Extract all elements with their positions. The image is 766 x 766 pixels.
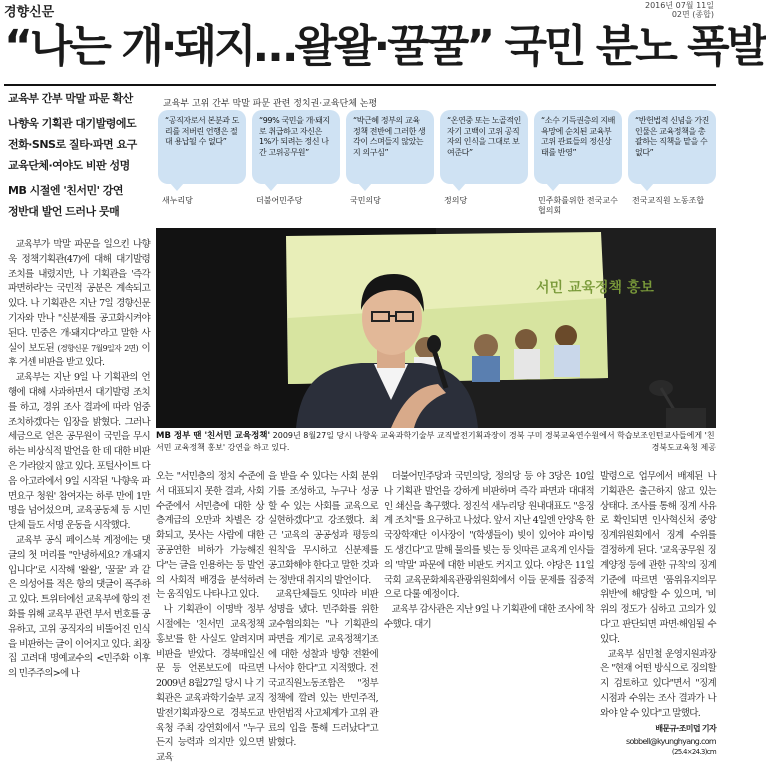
article-column-1 [8, 238, 150, 716]
article-paragraph: 교육부는 지난 9일 나 기획관의 언행에 대해 사과하면서 대기발령 조치를 하고, 경위 조사 결과에 따라 엄중 조치하겠다는 입장을 밝혔다. 그러나 세금으로 얻은 공무원이 국민을 무시하는 비상식적 발언을 한 데 대한 비판은 가라앉지 않고 있다. 포털사이트 다음 아고라에서 9일 시작된 '나향욱 파면요구 청원' 참여자는 하루 만에 1만명을 넘어섰으며, 교육공동체 등 시민단체 들도 서명 운동을 시작했다. [8, 372, 150, 532]
subhead-line: 교육단체·여야도 비판 성명 [8, 159, 130, 172]
subheadings [8, 91, 158, 222]
caption-title: MB 정부 땐 '친서민 교육정책' [156, 431, 271, 441]
article-size: (25.4×24.3)cm [671, 748, 716, 757]
reaction-source: 정의당 [444, 196, 468, 205]
projected-banner-text: 서민 교육정책 홍보 [536, 280, 654, 296]
reactions-title: 교육부 고위 간부 막말 파문 관련 정치권·교육단체 논평 [163, 99, 378, 109]
article-paragraph: 오는 "서민층의 정치 수준에서 대표되지 못한 결과, 사회 수준에서 서민층에 대한 상층계급의 오만과 차별은 강화되고, 못사는 사람에 대한 공공연한 비하가 가능해진다"는 글을 인용하는 등 발언의 사회적 배경을 분석하려는 움직임도 나타나고 있다. [156, 471, 264, 601]
article-paragraph: 을 받을 수 있다는 사회 분위기를 조성하고, 누구나 성공할 수 있는 사회를 교육으로 실현하겠다"고 강조했다. 최근 '교육의 공공성과 평등의 원칙'을 무시하고 신분제를 공고화해야 한다고 말한 것과는 정반대 취지의 발언이다. [268, 471, 378, 586]
article-text: 교육부가 막말 파문을 일으킨 나향욱 정책기획관(47)에 대해 대기발령 조치를 내렸지만, 나 기획관을 '즉각 파면하라'는 국민적 공분은 계속되고 있다. 나 기획관은 지난 7일 경향신문 기자와 만나 "신분제를 공고화시켜야 된다. 민중은 개·돼지다"라고 말한 사실이 보도된 [8, 239, 150, 354]
speech-bubble: “박근혜 정부의 교육 정책 전반에 그러한 생각이 스며들지 않았는지 의구심” [346, 110, 434, 184]
reaction-source: 새누리당 [162, 196, 193, 205]
subhead-lead: 교육부 간부 막말 파문 확산 [8, 92, 133, 105]
photo-caption [156, 430, 716, 453]
article-paragraph: 나 기획관이 이명박 정부 시절에는 '친서민 교육정책 홍보'를 한 사실도 알려지며 비판을 받았다. 경북매일신문 등 언론보도에 따르면 2009년 8월27일 당시 나 기획관은 교육과학기술부 교직발전기획과장으로 경북도교육청 주최 강연회에서 "누구든지 능력과 의지만 있으면 교육 [156, 604, 264, 764]
reaction-item [158, 110, 246, 206]
speech-bubble: “온연중 또는 노골적인 자기 고백이 고위 공직자의 인식을 그대로 보여준다” [440, 110, 528, 184]
headline-rule [4, 84, 716, 86]
speech-bubble: “공직자로서 본분과 도리를 저버린 언행은 절대 용납될 수 없다” [158, 110, 246, 184]
article-paragraph: 교육단체들도 잇따라 비판 성명을 냈다. 민주화를 위한 교수협의회는 "나 기획관의 파면을 계기로 교육정책기조에 대한 성찰과 방향 전환에 나서야 한다"고 지적했다. 전국교직원노동조합은 "정부 정책에 깔려 있는 반민주적, 반헌법적 사고체계가 고위 관료의 입을 통해 드러났다"고 밝혔다. [268, 589, 378, 749]
article-paragraph: 교육부 감사관은 지난 9일 나 기획관에 대한 조사에 착수했다. 대기 [384, 604, 594, 630]
reaction-item [440, 110, 528, 206]
article-column-4 [384, 470, 594, 716]
lecture-photo-illustration [156, 228, 716, 428]
reaction-item [252, 110, 340, 206]
reaction-item [346, 110, 434, 206]
reaction-source: 민주화를위한 전국교수협의회 [538, 196, 618, 215]
subhead-line: 정반대 발언 드러나 뭇매 [8, 205, 120, 218]
news-photo [156, 228, 716, 428]
main-headline: “나는 개·돼지…왈왈·꿀꿀” 국민 분노 폭발 [4, 21, 766, 72]
article-column-5 [600, 470, 716, 757]
date-line: 2016년 07월 11일 [645, 1, 714, 10]
article-text: 이후 거센 비판을 받고 있다. [8, 342, 151, 369]
speech-bubble: “소수 기득권층의 지배 욕망에 순치된 교육부 고위 관료들의 정신상태를 반영” [534, 110, 622, 184]
subhead-line: MB 시절엔 '친서민' 강연 [8, 184, 124, 197]
newspaper-masthead: 경향신문 [4, 5, 55, 20]
photo-credit: 경북도교육청 제공 [651, 443, 716, 452]
reporter-byline: 배문규·조미덥 기자 [655, 723, 716, 733]
reaction-item [534, 110, 622, 216]
speech-bubble: “반헌법적 신념을 가진 인물은 교육정책을 총괄하는 직책을 맡을 수 없다” [628, 110, 716, 184]
article-column-3 [268, 470, 378, 749]
article-column-2 [156, 470, 264, 764]
reaction-item [628, 110, 716, 206]
article-paragraph: 발령으로 업무에서 배제된 나 기획관은 출근하지 않고 있는 상태다. 조사를 통해 징계 사유로 확인되면 인사혁신처 중앙징계위원회에서 징계 수위를 결정하게 된다. '교육공무원 징계양정 등에 관한 규칙'의 징계기준에 따르면 '품위유지의무 위반'에 해당할 수 있으며, '비위의 정도가 심하고 고의가 있다'고 판단되면 파면·해임될 수 있다. [600, 471, 716, 645]
subhead-line: 나향욱 기획관 대기발령에도 [8, 117, 137, 130]
caption-text: 2009년 8월27일 당시 나향욱 교육과학기술부 교직발전기획과장이 경북 구미 경북교육연수원에서 학습보조인턴교사들에게 '친서민 교육정책 홍보' 강연을 하고 있다. [156, 431, 715, 452]
reporter-email: sobbell@kyunghyang.com [626, 737, 716, 747]
reaction-source: 국민의당 [350, 196, 381, 205]
article-paragraph: 더불어민주당과 국민의당, 정의당 등 야 3당은 10일 나 기획관 발언을 강하게 비판하며 즉각 파면과 대대적인 쇄신을 촉구했다. 정진석 새누리당 원내대표도 "응징계 조치"를 요구하고 나섰다. 앞서 지난 4일엔 안양옥 한국장학재단 이사장이 "(학생들이) 빚이 있어야 파이팅 도 생긴다"고 말해 물의를 빚는 등 잇따른 교육계 인사들의 '막말' 파문에 대한 비판도 커지고 있다. 야당은 11일 국회 교육문화체육관광위원회에서 이들 문제를 집중적으로 다룰 예정이다. [384, 471, 594, 601]
article-paragraph [8, 238, 150, 371]
article-paragraph: 교육부 공식 페이스북 계정에는 댓글의 첫 머리를 "안녕하세요? 개·돼지입니다"로 시작해 '왈왈', '꿀꿀' 과 같은 의성어를 적은 항의 댓글이 폭주하고 있다. 트위터에선 교육부에 항의 전화를 위해 교육부 관련 부서 번호를 공유하고, 고위 공직자의 비뚤어진 인식을 비판하는 글이 이어지고 있다. 최장집 고려대 명예교수의 <민주화 이후의 민주주의>에 나 [8, 534, 150, 680]
reactions-panel [158, 110, 718, 220]
speech-bubble: “99% 국민을 개·돼지로 취급하고 자신은 1%가 되려는 정신 나간 고위공무원” [252, 110, 340, 184]
reaction-source: 전국교직원 노동조합 [632, 196, 705, 205]
article-paragraph: 교육부 심민철 운영지원과장은 "현재 어떤 방식으로 징의할지 검토하고 있다"면서 "징계 시점과 수위는 조사 결과가 나와야 알 수 있다"고 말했다. [600, 648, 716, 719]
reaction-source: 더불어민주당 [256, 196, 303, 205]
subhead-line: 전화·SNS로 질타·파면 요구 [8, 138, 137, 151]
page-section: 02면 (종합) [671, 10, 714, 19]
citation-note: (경향신문 7월9일자 2면) [57, 343, 138, 353]
